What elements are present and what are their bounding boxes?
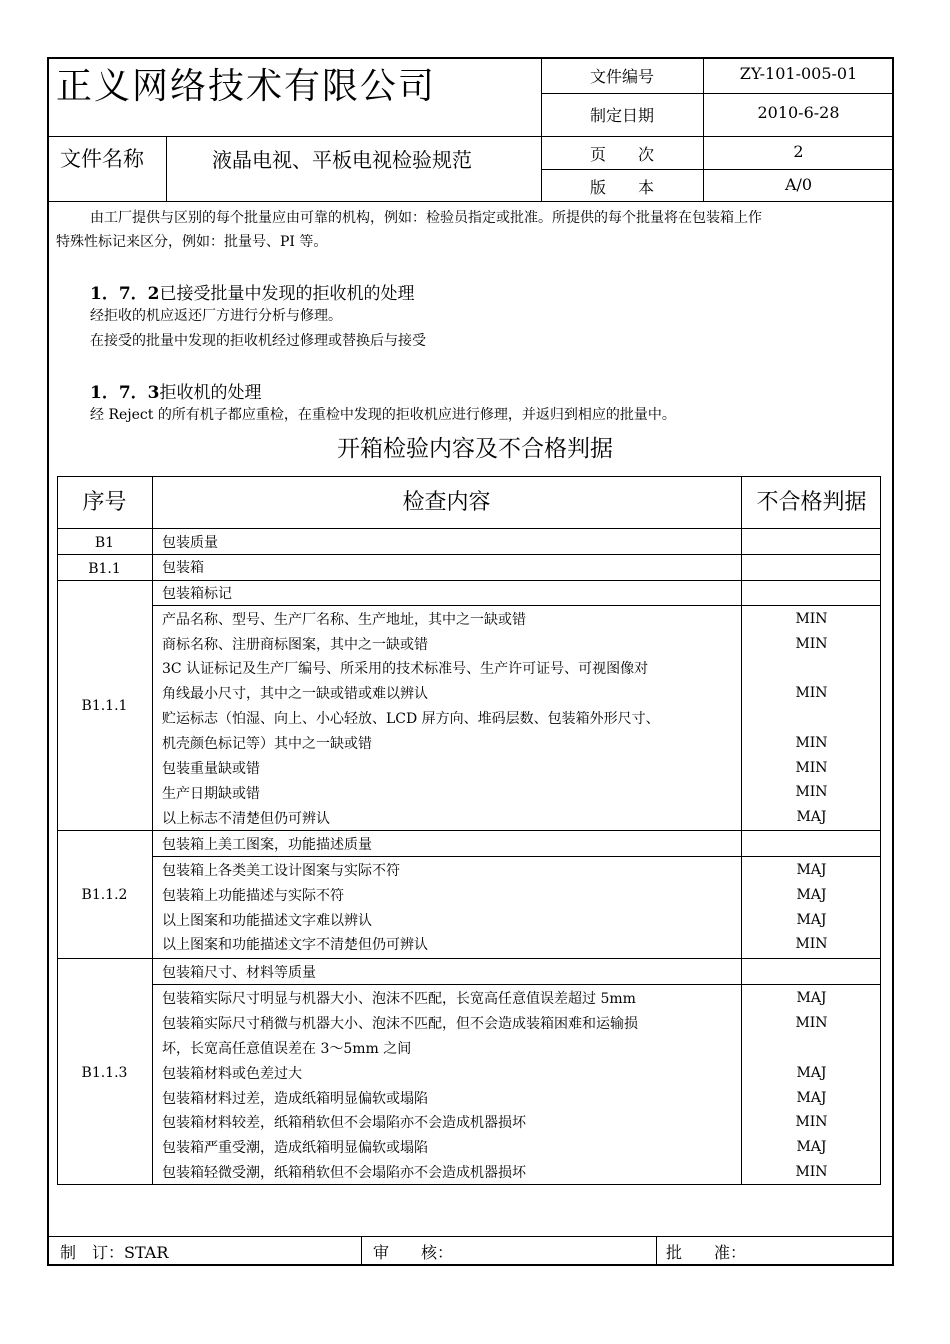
th-code: 序号 [82,490,127,515]
judge-value: MAJ [796,912,827,928]
judge-value: MIN [795,760,828,776]
judge-value: MIN [795,636,828,652]
section-173-line: 经 Reject 的所有机子都应重检，在重检中发现的拒收机应进行修理，并返归到相应的批量中。 [90,407,676,423]
group-title: 包装箱上美工图案，功能描述质量 [162,837,372,853]
table-row-line [152,984,881,985]
judge-value: MAJ [796,1139,827,1155]
row-b113-code: B1.1.3 [81,1065,128,1081]
header-row-line [541,93,894,94]
judge-value: MIN [795,936,828,952]
check-line: 以上标志不清楚但仍可辨认 [162,811,330,827]
judge-value: MAJ [796,1065,827,1081]
field-value-date: 2010-6-28 [757,103,840,122]
header-bottom-line [47,201,894,202]
field-value-doc-no: ZY-101-005-01 [739,64,858,83]
intro-line-1: 由工厂提供与区别的每个批量应由可靠的机构，例如：检验员指定或批准。所提供的每个批量将在包装箱上作 [90,210,762,226]
intro-line-2: 特殊性标记来区分，例如：批量号、PI 等。 [56,234,328,250]
section-172-num: 1．7．2 [90,284,160,304]
judge-value: MAJ [796,990,827,1006]
check-line: 3C 认证标记及生产厂编号、所采用的技术标准号、生产许可证号、可视图像对 [162,661,649,677]
field-label-page: 页 次 [589,145,654,164]
table-row-line [57,554,881,555]
judge-value: MAJ [796,862,827,878]
table-row-line [57,580,881,581]
check-line: 机壳颜色标记等）其中之一缺或错 [162,736,372,752]
table-row-line [57,528,881,529]
section-173-heading [90,378,262,403]
section-172-heading [90,279,415,304]
section-172-line: 在接受的批量中发现的拒收机经过修理或替换后与接受 [90,333,426,349]
check-line: 包装箱材料过差，造成纸箱明显偏软或塌陷 [162,1091,428,1107]
footer-line [47,1236,894,1237]
check-line: 以上图案和功能描述文字不清楚但仍可辨认 [162,937,428,953]
section-172-title: 已接受批量中发现的拒收机的处理 [159,284,415,304]
th-content: 检查内容 [402,490,491,515]
header-row-line [541,169,894,170]
judge-value: MAJ [796,809,827,825]
table-row-line [152,856,881,857]
footer-col-line [656,1236,657,1266]
check-line: 包装箱上各类美工设计图案与实际不符 [162,863,400,879]
check-line: 以上图案和功能描述文字难以辨认 [162,913,372,929]
table-row-line [57,830,881,831]
header-divider [47,136,894,137]
group-title: 包装箱尺寸、材料等质量 [162,965,316,981]
check-line: 生产日期缺或错 [162,786,260,802]
row-b111-code: B1.1.1 [81,698,128,714]
footer-made-by: 制 订：STAR [60,1243,169,1262]
judge-value: MIN [795,685,828,701]
footer-approve: 批 准： [666,1243,747,1262]
field-value-page: 2 [793,142,804,161]
row-b11-code: B1.1 [88,561,121,577]
field-value-version: A/0 [784,175,813,194]
check-line: 包装箱严重受潮，造成纸箱明显偏软或塌陷 [162,1140,428,1156]
field-label-version: 版 本 [589,178,654,197]
check-line: 包装箱实际尺寸稍微与机器大小、泡沫不匹配，但不会造成装箱困难和运输损 [162,1016,638,1032]
check-line: 角线最小尺寸，其中之一缺或错或难以辨认 [162,686,428,702]
company-name: 正义网络技术有限公司 [56,66,437,107]
footer-review: 审 核： [373,1243,454,1262]
check-line: 产品名称、型号、生产厂名称、生产地址，其中之一缺或错 [162,612,526,628]
section-173-title: 拒收机的处理 [159,383,262,403]
table-title: 开箱检验内容及不合格判据 [337,436,613,462]
judge-value: MIN [795,1114,828,1130]
row-b1-code: B1 [94,535,115,551]
judge-value: MIN [795,611,828,627]
judge-value: MIN [795,1015,828,1031]
field-label-date: 制定日期 [589,106,654,125]
section-173-num: 1．7．3 [90,383,160,403]
check-line: 贮运标志（怕湿、向上、小心轻放、LCD 屏方向、堆码层数、包装箱外形尺寸、 [162,711,660,727]
header-col-line [166,136,167,201]
th-judge: 不合格判据 [756,490,867,515]
check-line: 包装箱上功能描述与实际不符 [162,888,344,904]
section-172-line: 经拒收的机应返还厂方进行分析与修理。 [90,308,342,324]
judge-value: MIN [795,735,828,751]
table-row-line [152,605,881,606]
table-row-line [57,958,881,959]
row-b112-code: B1.1.2 [81,887,128,903]
row-b11-content: 包装箱 [162,560,204,576]
check-line: 包装箱材料较差，纸箱稍软但不会塌陷亦不会造成机器损坏 [162,1115,526,1131]
check-line: 包装箱材料或色差过大 [162,1066,302,1082]
check-line: 坏，长宽高任意值误差在 3～5mm 之间 [162,1041,412,1057]
check-line: 包装重量缺或错 [162,761,260,777]
check-line: 包装箱实际尺寸明显与机器大小、泡沫不匹配，长宽高任意值误差超过 5mm [162,991,636,1007]
footer-col-line [361,1236,362,1266]
judge-value: MIN [795,1164,828,1180]
judge-value: MIN [795,784,828,800]
check-line: 包装箱轻微受潮，纸箱稍软但不会塌陷亦不会造成机器损坏 [162,1165,526,1181]
judge-value: MAJ [796,1090,827,1106]
doc-name: 液晶电视、平板电视检验规范 [212,148,472,172]
judge-value: MAJ [796,887,827,903]
field-label-doc-no: 文件编号 [589,67,654,86]
row-b1-content: 包装质量 [162,535,218,551]
group-title: 包装箱标记 [162,586,232,602]
check-line: 商标名称、注册商标图案，其中之一缺或错 [162,637,428,653]
doc-name-label: 文件名称 [60,147,144,171]
